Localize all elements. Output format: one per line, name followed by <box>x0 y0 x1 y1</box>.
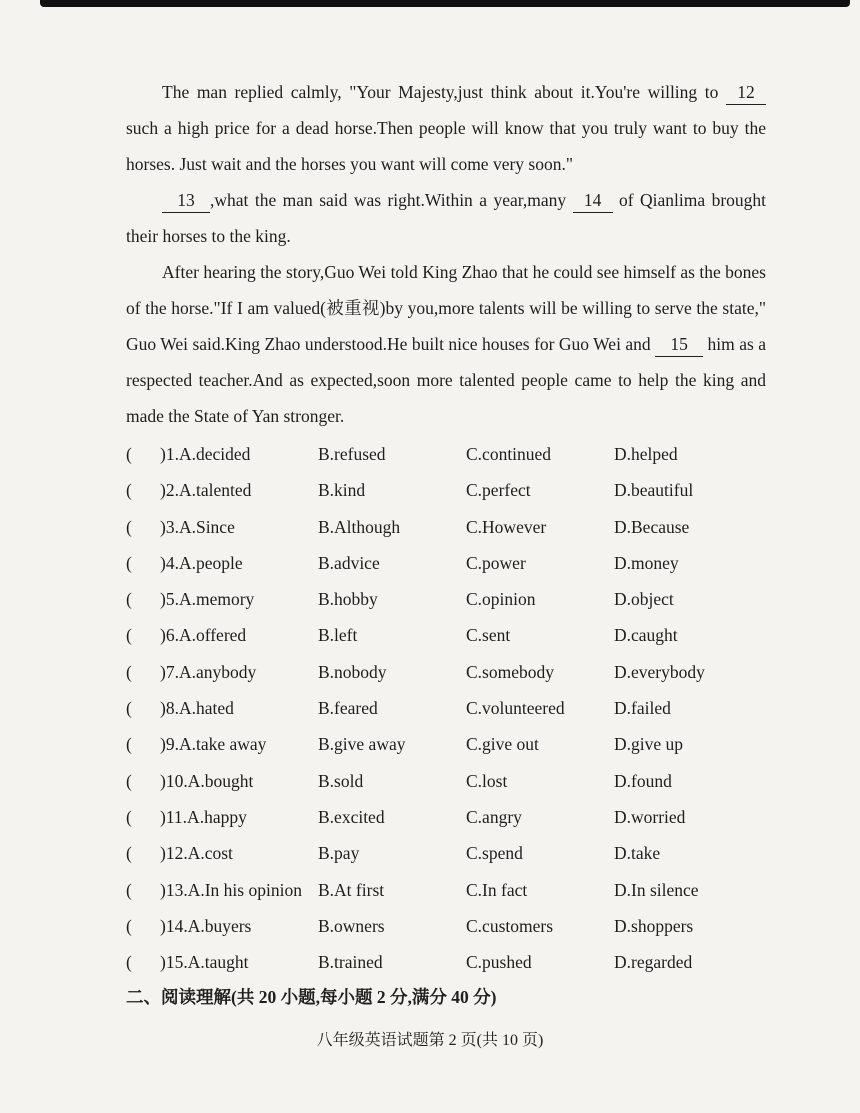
answer-paren[interactable]: ( <box>126 589 132 610</box>
section-title-reading: 二、阅读理解(共 20 小题,每小题 2 分,满分 40 分) <box>126 987 497 1007</box>
answer-paren[interactable]: ( <box>126 879 132 900</box>
option-a: )6.A.offered <box>160 625 247 646</box>
answer-paren[interactable]: ( <box>126 734 132 755</box>
option-b: B.feared <box>318 698 378 719</box>
option-row <box>126 726 766 762</box>
blank-14: 14 <box>573 188 613 213</box>
option-c: C.continued <box>466 444 552 464</box>
option-c: C.However <box>466 516 547 537</box>
option-row <box>126 617 766 653</box>
paragraph-2 <box>126 182 766 254</box>
answer-paren[interactable]: ( <box>126 516 132 537</box>
option-a: )12.A.cost <box>160 843 233 864</box>
answer-paren[interactable]: ( <box>126 843 132 864</box>
answer-paren[interactable]: ( <box>126 661 132 682</box>
option-c: C.customers <box>466 915 554 936</box>
option-c: C.somebody <box>466 661 554 682</box>
option-a: )2.A.talented <box>160 480 252 501</box>
option-d: D.object <box>614 589 674 610</box>
option-b: B.sold <box>318 770 364 791</box>
answer-paren[interactable]: ( <box>126 806 132 827</box>
option-a: )10.A.bought <box>160 770 254 791</box>
option-row <box>126 509 766 545</box>
option-row <box>126 654 766 690</box>
option-c: C.pushed <box>466 952 532 973</box>
option-a: )7.A.anybody <box>160 661 257 682</box>
blank-15: 15 <box>655 332 703 357</box>
option-b: B.pay <box>318 843 360 864</box>
option-d: D.give up <box>614 734 684 755</box>
answer-paren[interactable]: ( <box>126 952 132 973</box>
option-row <box>126 908 766 944</box>
option-b: B.owners <box>318 915 385 936</box>
option-b: B.trained <box>318 952 383 973</box>
option-row <box>126 690 766 726</box>
answer-paren[interactable]: ( <box>126 625 132 646</box>
option-b: B.kind <box>318 480 366 501</box>
option-c: C.give out <box>466 734 539 755</box>
option-d: D.caught <box>614 625 678 646</box>
option-a: )5.A.memory <box>160 589 255 610</box>
option-c: C.lost <box>466 770 508 791</box>
option-a: )3.A.Since <box>160 516 235 537</box>
option-row <box>126 872 766 908</box>
paragraph-2-text-a: ,what the man said was right.Within a year,many <box>210 190 567 210</box>
option-a: )11.A.happy <box>160 806 247 827</box>
blank-13: 13 <box>162 188 210 213</box>
page-footer: 八年级英语试题第 2 页(共 10 页) <box>316 1032 544 1049</box>
option-d: D.money <box>614 552 679 573</box>
option-d: D.regarded <box>614 952 693 973</box>
blank-12: 12 <box>726 80 766 105</box>
option-row <box>126 436 766 472</box>
paragraph-3 <box>126 254 766 434</box>
option-b: B.give away <box>318 734 406 755</box>
option-row <box>126 763 766 799</box>
option-c: C.angry <box>466 806 522 827</box>
option-b: B.advice <box>318 552 380 573</box>
option-c: C.opinion <box>466 589 536 610</box>
answer-paren[interactable]: ( <box>126 552 132 573</box>
option-row <box>126 545 766 581</box>
option-d: D.everybody <box>614 661 705 682</box>
option-c: C.volunteered <box>466 698 565 719</box>
option-row <box>126 835 766 871</box>
option-d: D.found <box>614 770 672 791</box>
option-c: C.perfect <box>466 480 531 501</box>
option-a: )14.A.buyers <box>160 915 252 936</box>
option-d: D.worried <box>614 806 686 827</box>
option-d: D.take <box>614 843 661 864</box>
option-b: B.left <box>318 625 358 646</box>
option-row <box>126 944 766 980</box>
paragraph-1-text-a: The man replied calmly, "Your Majesty,just think about it.You're willing to <box>162 82 719 102</box>
paragraph-3-text-b: him as a respected teacher.And as expected,soon more talented people came to help the king and made the State of Yan stronger. <box>126 334 767 426</box>
option-b: B.refused <box>318 444 386 464</box>
option-d: D.shoppers <box>614 915 694 936</box>
answer-options <box>126 436 766 980</box>
paragraph-1-text-b: such a high price for a dead horse.Then people will know that you truly want to buy the horses. Just wait and the horses you want will come very soon." <box>126 118 766 174</box>
cloze-passage <box>126 74 766 980</box>
option-d: D.beautiful <box>614 480 694 501</box>
paragraph-1 <box>126 74 766 182</box>
option-c: C.power <box>466 552 526 573</box>
option-b: B.At first <box>318 879 385 900</box>
option-row <box>126 581 766 617</box>
answer-paren[interactable]: ( <box>126 480 132 501</box>
answer-paren[interactable]: ( <box>126 915 132 936</box>
option-a: )8.A.hated <box>160 698 234 719</box>
option-a: )4.A.people <box>160 552 243 573</box>
option-b: B.hobby <box>318 589 378 610</box>
answer-paren[interactable]: ( <box>126 698 132 719</box>
option-row <box>126 472 766 508</box>
option-d: D.helped <box>614 444 678 464</box>
option-c: C.sent <box>466 625 511 646</box>
paragraph-3-text-a: After hearing the story,Guo Wei told King Zhao that he could see himself as the bones of the horse."If I am valued(被重视)by you,more talents will be willing to serve the state," Guo Wei said.King Zhao understood.He built nice houses for Guo Wei and <box>126 262 766 354</box>
option-a: )13.A.In his opinion <box>160 879 302 900</box>
option-a: )15.A.taught <box>160 952 249 973</box>
option-a: )1.A.decided <box>160 444 251 464</box>
option-d: D.In silence <box>614 879 699 900</box>
option-a: )9.A.take away <box>160 734 267 755</box>
page-top-edge <box>40 0 850 7</box>
paragraph-2-text-b: of Qianlima brought their horses to the king. <box>126 190 767 246</box>
option-b: B.excited <box>318 806 385 827</box>
option-c: C.spend <box>466 843 523 864</box>
option-b: B.Although <box>318 516 401 537</box>
option-b: B.nobody <box>318 661 387 682</box>
option-c: C.In fact <box>466 879 528 900</box>
option-row <box>126 799 766 835</box>
option-d: D.Because <box>614 516 690 537</box>
answer-paren[interactable]: ( <box>126 770 132 791</box>
answer-paren[interactable]: ( <box>126 444 132 464</box>
option-d: D.failed <box>614 698 671 719</box>
